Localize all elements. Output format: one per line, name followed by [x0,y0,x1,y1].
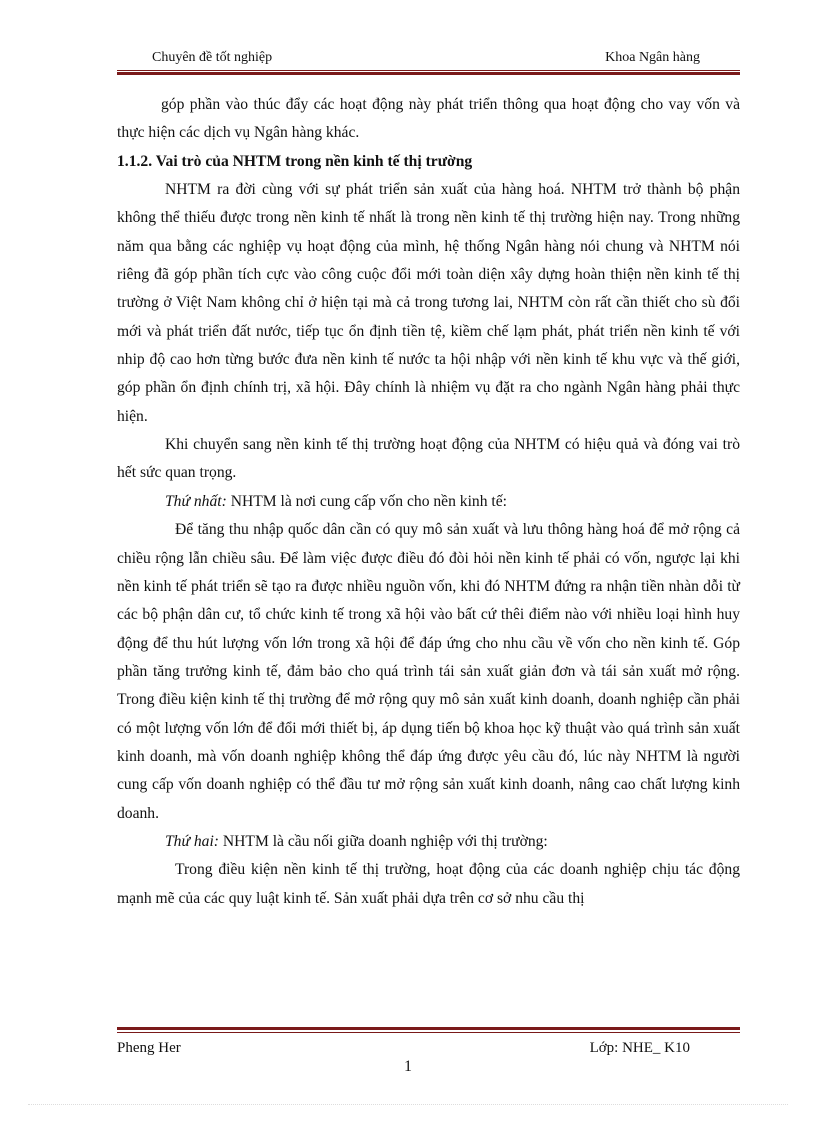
section-heading: 1.1.2. Vai trò của NHTM trong nền kinh tế thị trường [117,152,473,170]
header-right-text: Khoa Ngân hàng [605,50,700,65]
header-rule [117,70,740,76]
paragraph-capital-supply: Để tăng thu nhập quốc dân cần có quy mô sản xuất và lưu thông hàng hoá để mở rộng cả chiều rộng lẫn chiều sâu. Để làm việc được điều đó đòi hỏi nền kinh tế phải có vốn, ngược lại khi nền kinh tế phát triển sẽ tạo ra được nhiều nguồn vốn, khi đó NHTM đứng ra nhận tiền nhàn dỗi từ các bộ phận dân cư, tổ chức kinh tế trong xã hội vào bất cứ thêi điểm nào với nhiều loại hình huy động để thu hút lượng vốn lớn trong xã hội để đáp ứng cho nhu cầu về vốn cho nền kinh tế. Góp phần tăng trưởng kinh tế, đảm bảo cho quá trình tái sản xuất giản đơn và tái sản xuất mở rộng. Trong điều kiện kinh tế thị trường để mở rộng quy mô sản xuất kinh doanh, doanh nghiệp cần phải có một lượng vốn lớn để đổi mới thiết bị, áp dụng tiến bộ khoa học kỹ thuật vào quá trình sản xuất kinh doanh, mà vốn doanh nghiệp không thể đáp ứng được yêu cầu đó, lúc này NHTM là người cung cấp vốn doanh nghiệp có thể đầu tư mở rộng sản xuất kinh doanh, nâng cao chất lượng kinh doanh. [117,521,740,822]
page-header [117,50,740,70]
paragraph-first-point [117,488,740,516]
paragraph-market-bridge: Trong điều kiện nền kinh tế thị trường, hoạt động của các doanh nghiệp chịu tác động mạnh mẽ của các quy luật kinh tế. Sản xuất phải dựa trên cơ sở nhu cầu thị [117,861,740,907]
footer-class: Lớp: NHE_ K10 [589,1040,690,1056]
page-edge-divider [28,1104,788,1106]
paragraph-role-intro: NHTM ra đời cùng với sự phát triển sản xuất của hàng hoá. NHTM trở thành bộ phận không thể thiếu được trong nền kinh tế nhất là trong nền kinh tế thị trường hiện nay. Trong những năm qua bằng các nghiệp vụ hoạt động của mình, hệ thống Ngân hàng nói chung và NHTM nói riêng đã góp phần tích cực vào công cuộc đổi mới toàn diện xây dựng hoàn thiện nền kinh tế thị trường ở Việt Nam không chỉ ở hiện tại mà cả trong tương lai, NHTM còn rất cần thiết cho sù đổi mới và phát triển đất nước, tiếp tục ổn định tiền tệ, kiềm chế lạm phát, phát triển nền kinh tế với nhip độ cao hơn từng bước đưa nền kinh tế nước ta hội nhập với nền kinh tế khu vực và thế giới, góp phần ổn định chính trị, xã hội. Đây chính là nhiệm vụ đặt ra cho ngành Ngân hàng phải thực hiện. [117,181,740,425]
page-body [117,91,740,913]
first-point-lead: Thứ nhất: [165,492,227,510]
paragraph-continuation: góp phần vào thúc đẩy các hoạt động này phát triển thông qua hoạt động cho vay vốn và thực hiện các dịch vụ Ngân hàng khác. [117,96,740,142]
footer-author: Pheng Her [117,1040,181,1056]
second-point-text: NHTM là cầu nối giữa doanh nghiệp với thị trường: [219,832,548,850]
second-point-lead: Thứ hai: [165,832,219,850]
header-left-text: Chuyên đề tốt nghiệp [152,50,273,65]
first-point-text: NHTM là nơi cung cấp vốn cho nền kinh tế: [226,492,508,510]
paragraph-market-transition: Khi chuyển sang nền kinh tế thị trường hoạt động của NHTM có hiệu quả và đóng vai trò hết sức quan trọng. [117,436,740,482]
footer-rule [117,1027,740,1033]
paragraph-second-point [117,828,740,856]
page-number: 1 [404,1058,412,1075]
